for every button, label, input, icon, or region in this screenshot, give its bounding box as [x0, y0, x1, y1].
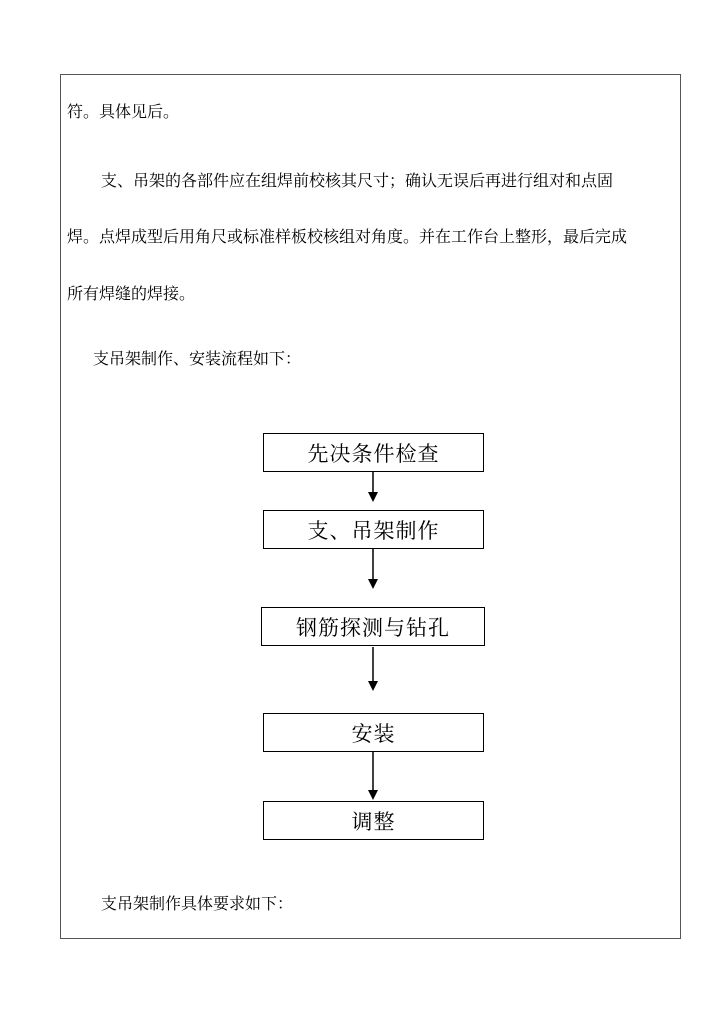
paragraph-line-4: 所有焊缝的焊接。 — [67, 284, 196, 303]
flow-step-prerequisite-check: 先决条件检查 — [263, 433, 484, 472]
paragraph-line-2: 支、吊架的各部件应在组焊前校核其尺寸；确认无误后再进行组对和点固 — [101, 171, 614, 190]
flow-arrow-3 — [366, 647, 380, 691]
flow-intro-text: 支吊架制作、安装流程如下： — [93, 349, 302, 368]
closing-text: 支吊架制作具体要求如下： — [101, 894, 294, 913]
flow-step-rebar-detection-drilling: 钢筋探测与钻孔 — [261, 607, 485, 646]
flow-arrow-2 — [366, 549, 380, 589]
paragraph-line-1: 符。具体见后。 — [67, 102, 180, 121]
flow-step-adjustment: 调整 — [263, 801, 484, 840]
flow-arrow-4 — [366, 752, 380, 800]
flow-step-installation: 安装 — [263, 713, 484, 752]
flow-arrow-1 — [366, 472, 380, 502]
paragraph-line-3: 焊。点焊成型后用角尺或标准样板校核组对角度。并在工作台上整形，最后完成 — [67, 227, 628, 246]
flow-step-support-fabrication: 支、吊架制作 — [263, 510, 484, 549]
